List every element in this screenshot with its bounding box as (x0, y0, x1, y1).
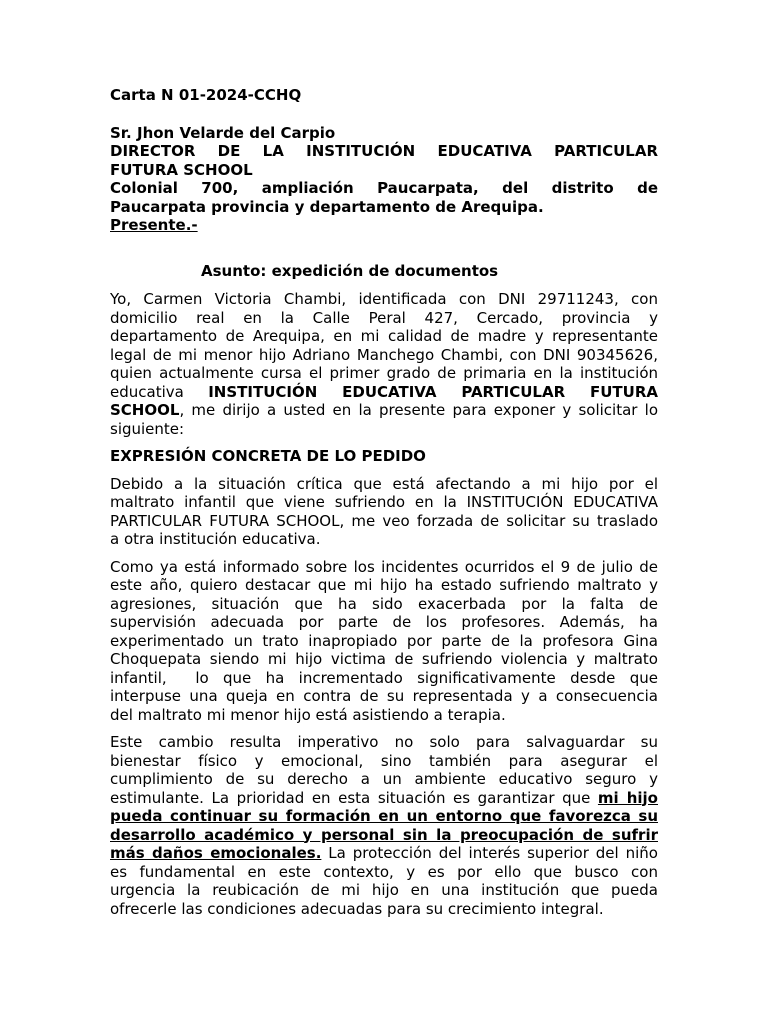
paragraph-line: infantil, lo que ha incrementado significativamente desde que (110, 668, 658, 687)
spacer (110, 280, 658, 290)
paragraph-line: experimentado un trato inapropiado por parte de la profesora Gina (110, 631, 658, 650)
institution-name-bold: SCHOOL (110, 401, 180, 419)
intro-line: domicilio real en la Calle Peral 427, Cercado, provincia y (110, 308, 658, 327)
paragraph-line: Debido a la situación crítica que está afectando a mi hijo por el (110, 474, 658, 493)
emphasis-line: pueda continuar su formación en un entorno que favorezca su (110, 807, 658, 825)
recipient-address-line1: Colonial 700, ampliación Paucarpata, del distrito de (110, 179, 658, 197)
spacer (110, 235, 658, 262)
presente-line (110, 216, 658, 235)
letter-reference: Carta N 01-2024-CCHQ (110, 86, 302, 104)
presente-text: Presente.- (110, 216, 198, 234)
spacer (110, 549, 658, 558)
letter-page (110, 86, 658, 918)
intro-line: quien actualmente cursa el primer grado de primaria en la institución (110, 364, 658, 382)
intro-text: , me dirijo a usted en la presente para exponer y solicitar lo (179, 401, 658, 419)
paragraph-line (110, 844, 658, 863)
paragraph-line: es fundamental en este contexto, y es por ello que busco con (110, 862, 658, 881)
paragraph-line: supervisión adecuada por parte de los profesores. Además, ha (110, 613, 658, 631)
spacer (110, 105, 658, 124)
paragraph-line: maltrato infantil que viene sufriendo en la INSTITUCIÓN EDUCATIVA (110, 493, 658, 511)
intro-line: Yo, Carmen Victoria Chambi, identificada con DNI 29711243, con (110, 290, 658, 308)
paragraph-line: a otra institución educativa. (110, 530, 321, 548)
intro-line: legal de mi menor hijo Adriano Manchego Chambi, con DNI 90345626, (110, 345, 658, 364)
paragraph-line: PARTICULAR FUTURA SCHOOL, me veo forzada de solicitar su traslado (110, 511, 658, 530)
emphasis-line: desarrollo académico y personal sin la preocupación de sufrir (110, 825, 658, 844)
intro-line (110, 383, 658, 402)
intro-line: departamento de Arequipa, en mi calidad de madre y representante (110, 327, 658, 345)
paragraph-line: ofrecerle las condiciones adecuadas para su crecimiento integral. (110, 899, 604, 918)
recipient-block (110, 124, 658, 235)
spacer (110, 724, 658, 733)
paragraph-1 (110, 475, 658, 549)
paragraph-line: del maltrato mi menor hijo está asistiendo a terapia. (110, 705, 506, 724)
paragraph-3 (110, 733, 658, 918)
recipient-title-line2: FUTURA SCHOOL (110, 160, 253, 179)
institution-name-bold: INSTITUCIÓN EDUCATIVA PARTICULAR FUTURA (208, 382, 658, 401)
recipient-name: Sr. Jhon Velarde del Carpio (110, 123, 336, 142)
paragraph-line: cumplimiento de su derecho a un ambiente educativo seguro y (110, 770, 658, 788)
intro-line (110, 401, 658, 420)
emphasis-text: más daños emocionales. (110, 844, 322, 862)
paragraph-line (110, 789, 658, 808)
paragraph-2 (110, 558, 658, 725)
paragraph-line: interpuse una queja en contra de su representada y a consecuencia (110, 687, 658, 705)
intro-paragraph (110, 290, 658, 438)
recipient-title-line1: DIRECTOR DE LA INSTITUCIÓN EDUCATIVA PARTICULAR (110, 142, 658, 160)
paragraph-line: bienestar físico y emocional, sino también para asegurar el (110, 751, 658, 770)
intro-text: educativa (110, 382, 209, 401)
paragraph-line: agresiones, situación que ha sido exacerbada por la falta de (110, 594, 658, 613)
subject-line: Asunto: expedición de documentos (201, 261, 499, 280)
paragraph-text: La protección del interés superior del niño (321, 844, 658, 862)
paragraph-line: urgencia la reubicación de mi hijo en una institución que pueda (110, 881, 658, 899)
recipient-address-line2: Paucarpata provincia y departamento de Arequipa. (110, 197, 544, 216)
section-heading: EXPRESIÓN CONCRETA DE LO PEDIDO (110, 447, 426, 465)
paragraph-text: estimulante. La prioridad en esta situación es garantizar que (110, 788, 598, 807)
intro-line: siguiente: (110, 419, 185, 438)
paragraph-line: Este cambio resulta imperativo no solo para salvaguardar su (110, 733, 658, 751)
paragraph-line: Como ya está informado sobre los incidentes ocurridos el 9 de julio de (110, 557, 658, 576)
paragraph-line: Choquepata siendo mi hijo victima de sufriendo violencia y maltrato (110, 650, 658, 668)
spacer (110, 438, 658, 447)
emphasis-text: mi hijo (597, 788, 658, 807)
paragraph-line: este año, quiero destacar que mi hijo ha estado sufriendo maltrato y (110, 576, 658, 594)
spacer (110, 466, 658, 475)
